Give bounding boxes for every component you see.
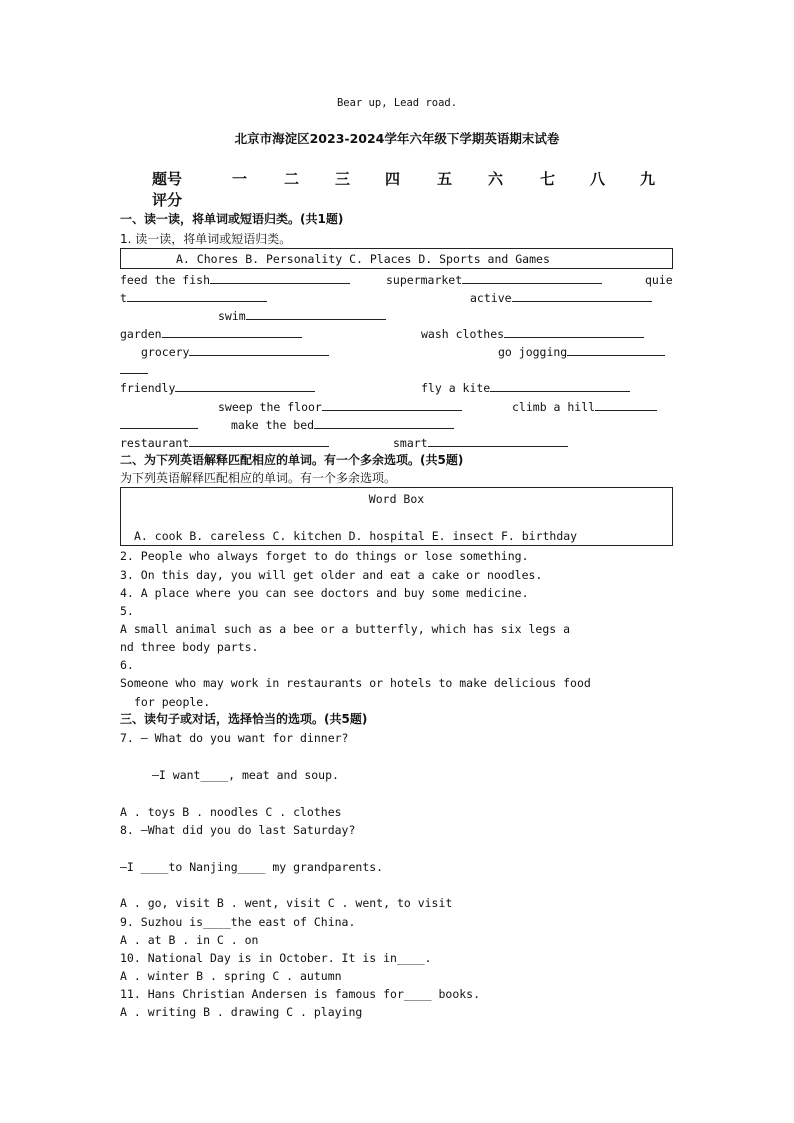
page-title: 北京市海淀区2023-2024学年六年级下学期英语期末试卷 [234, 131, 560, 146]
question-6-line1: Someone who may work in restaurants or hotels to make delicious food [120, 676, 591, 690]
question-9-options[interactable]: A . at B . in C . on [120, 933, 259, 947]
section2-stem: 为下列英语解释匹配相应的单词。有一个多余选项。 [120, 471, 397, 485]
item-smart: smart [393, 435, 568, 451]
question-10: 10. National Day is in October. It is in____. [120, 951, 432, 965]
question-6-number: 6. [120, 658, 134, 672]
question-2: 2. People who always forget to do things or lose something. [120, 549, 529, 563]
question-5-line1: A small animal such as a bee or a butterfly, which has six legs a [120, 622, 571, 636]
item-fly-kite: fly a kite [421, 380, 630, 396]
category-box [120, 248, 673, 269]
answer-blank[interactable] [567, 344, 665, 356]
answer-blank[interactable] [210, 272, 350, 284]
item-supermarket: supermarket [386, 272, 602, 288]
question-7-options[interactable]: A . toys B . noodles C . clothes [120, 805, 342, 819]
score-label: 评分 [152, 191, 183, 209]
blank-continuation [120, 417, 198, 433]
blank-continuation [120, 362, 148, 378]
section3-heading: 三、读句子或对话，选择恰当的选项。(共5题) [120, 712, 368, 726]
section2-heading: 二、为下列英语解释匹配相应的单词。有一个多余选项。(共5题) [120, 453, 464, 467]
question-8-prompt: 8. —What did you do last Saturday? [120, 823, 356, 837]
answer-blank[interactable] [428, 435, 568, 447]
question-5-number: 5. [120, 604, 134, 618]
question-7-prompt: 7. — What do you want for dinner? [120, 731, 349, 745]
item-grocery: grocery [141, 344, 329, 360]
score-col-8: 八 [590, 170, 606, 188]
question-11-options[interactable]: A . writing B . drawing C . playing [120, 1005, 363, 1019]
word-box-options: A. cook B. careless C. kitchen D. hospital E. insect F. birthday [134, 529, 578, 543]
question-3: 3. On this day, you will get older and eat a cake or noodles. [120, 568, 543, 582]
answer-blank[interactable] [595, 399, 657, 411]
score-col-6: 六 [488, 170, 504, 188]
score-col-3: 三 [335, 170, 351, 188]
item-restaurant: restaurant [120, 435, 329, 451]
item-friendly: friendly [120, 380, 315, 396]
item-feed-fish: feed the fish [120, 272, 350, 288]
answer-blank[interactable] [246, 308, 386, 320]
score-table [0, 168, 794, 190]
item-quiet-part2: t [120, 290, 267, 306]
score-col-5: 五 [437, 170, 453, 188]
category-options: A. Chores B. Personality C. Places D. Sports and Games [176, 252, 550, 266]
item-sweep-floor: sweep the floor [218, 399, 462, 415]
score-col-4: 四 [385, 170, 401, 188]
question-8-reply: —I ____to Nanjing____ my grandparents. [120, 860, 384, 874]
section1-heading: 一、读一读，将单词或短语归类。(共1题) [120, 212, 344, 226]
score-col-1: 一 [232, 170, 248, 188]
answer-blank[interactable] [175, 380, 315, 392]
score-col-9: 九 [640, 170, 656, 188]
answer-blank[interactable] [512, 290, 652, 302]
answer-blank[interactable] [322, 399, 462, 411]
answer-blank[interactable] [462, 272, 602, 284]
question-7-reply: —I want____, meat and soup. [152, 768, 339, 782]
question-8-options[interactable]: A . go, visit B . went, visit C . went, to visit [120, 896, 453, 910]
score-col-7: 七 [540, 170, 556, 188]
item-garden: garden [120, 326, 302, 342]
item-climb-hill: climb a hill [512, 399, 657, 415]
motto: Bear up, Lead road. [336, 97, 458, 109]
answer-blank[interactable] [504, 326, 644, 338]
question-6-line2: for people. [134, 695, 211, 709]
score-col-2: 二 [284, 170, 300, 188]
answer-blank[interactable] [127, 290, 267, 302]
q1-stem: 1. 读一读，将单词或短语归类。 [120, 232, 292, 246]
answer-blank[interactable] [162, 326, 302, 338]
item-active: active [470, 290, 652, 306]
item-swim: swim [218, 308, 386, 324]
question-11: 11. Hans Christian Andersen is famous for____ books. [120, 987, 481, 1001]
answer-blank[interactable] [120, 362, 148, 374]
question-5-line2: nd three body parts. [120, 640, 259, 654]
word-box-title: Word Box [368, 492, 425, 506]
score-table-header: 题号 [152, 170, 183, 188]
word-box [120, 487, 673, 546]
question-10-options[interactable]: A . winter B . spring C . autumn [120, 969, 342, 983]
question-9: 9. Suzhou is____the east of China. [120, 915, 356, 929]
item-quiet-part1: quie [645, 273, 673, 287]
answer-blank[interactable] [490, 380, 630, 392]
item-go-jogging: go jogging [498, 344, 665, 360]
item-make-bed: make the bed [231, 417, 454, 433]
answer-blank[interactable] [189, 344, 329, 356]
question-4: 4. A place where you can see doctors and buy some medicine. [120, 586, 529, 600]
item-wash-clothes: wash clothes [421, 326, 644, 342]
answer-blank[interactable] [120, 417, 198, 429]
answer-blank[interactable] [189, 435, 329, 447]
answer-blank[interactable] [314, 417, 454, 429]
